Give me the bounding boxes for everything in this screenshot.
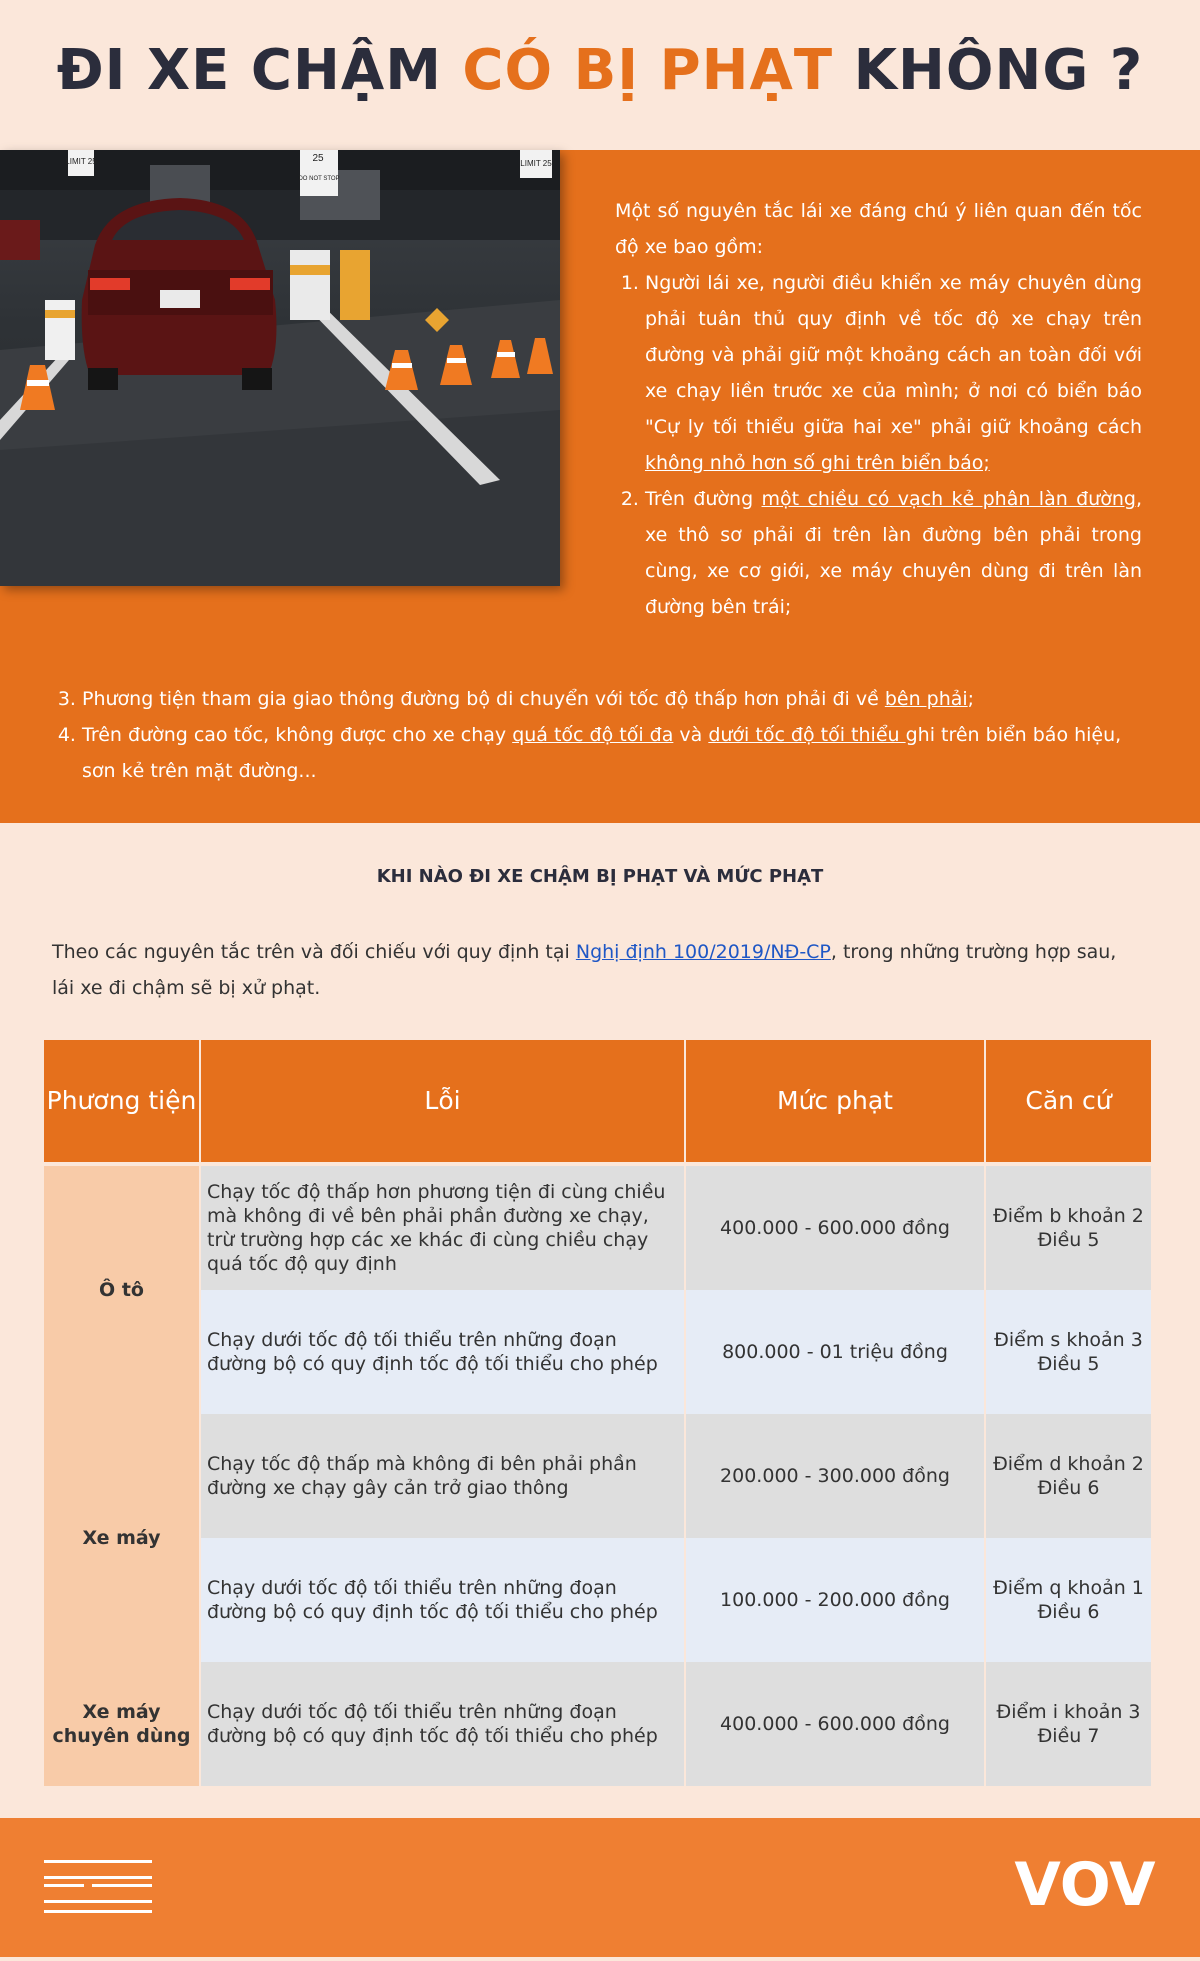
header-basis: Căn cứ [985,1040,1151,1164]
error-cell: Chạy tốc độ thấp hơn phương tiện đi cùng chiều mà không đi về bên phải phần đường xe chạy, trừ trường hợp các xe khác đi cùng chiều chạy quá tốc độ quy định [200,1164,685,1290]
vehicle-motorbike: Xe máy [44,1414,200,1662]
table-row [44,1414,1151,1538]
rule-item-3: 3. Phương tiện tham gia giao thông đường bộ di chuyển với tốc độ thấp hơn phải đi về bên phải; [82,681,1150,717]
decree-link[interactable]: Nghị định 100/2019/NĐ-CP [575,941,831,963]
header-fine: Mức phạt [685,1040,985,1164]
rule-item-2: 2. Trên đường một chiều có vạch kẻ phân làn đường, xe thô sơ phải đi trên làn đường bên phải trong cùng, xe cơ giới, xe máy chuyên dùng đi trên làn đường bên trái; [645,481,1142,625]
header-error: Lỗi [200,1040,685,1164]
error-cell: Chạy dưới tốc độ tối thiểu trên những đoạn đường bộ có quy định tốc độ tối thiểu cho phép [200,1662,685,1786]
table-row [44,1290,1151,1414]
table-row [44,1538,1151,1662]
fine-cell: 200.000 - 300.000 đồng [685,1414,985,1538]
menu-lines-icon [44,1860,152,1913]
basis-cell: Điểm q khoản 1 Điều 6 [985,1538,1151,1662]
speed-sign-text: LIMIT 25 [520,159,552,168]
section-lead: Theo các nguyên tắc trên và đối chiếu với quy định tại Nghị định 100/2019/NĐ-CP, trong những trường hợp sau, lái xe đi chậm sẽ bị xử phạt. [52,941,1117,999]
error-cell: Chạy tốc độ thấp mà không đi bên phải phần đường xe chạy gây cản trở giao thông [200,1414,685,1538]
footer [0,1818,1200,1957]
fine-cell: 800.000 - 01 triệu đồng [685,1290,985,1414]
fine-cell: 400.000 - 600.000 đồng [685,1662,985,1786]
car-illustration [82,198,277,390]
rule-list-continued [50,681,1150,789]
intro-text [615,193,1142,625]
fines-table [44,1040,1151,1786]
table-row [44,1662,1151,1786]
fine-cell: 400.000 - 600.000 đồng [685,1164,985,1290]
vehicle-car: Ô tô [44,1164,200,1414]
do-not-stop-sign-text: DO NOT STOP [298,176,340,182]
rule-item-4: 4. Trên đường cao tốc, không được cho xe chạy quá tốc độ tối đa và dưới tốc độ tối thiểu ghi trên biển báo hiệu, sơn kẻ trên mặt đường... [82,717,1150,789]
error-cell: Chạy dưới tốc độ tối thiểu trên những đoạn đường bộ có quy định tốc độ tối thiểu cho phép [200,1538,685,1662]
traffic-photo [0,150,560,586]
table-row [44,1164,1151,1290]
vov-logo [1014,1850,1156,1920]
basis-cell: Điểm b khoản 2 Điều 5 [985,1164,1151,1290]
basis-cell: Điểm d khoản 2 Điều 6 [985,1414,1151,1538]
vehicle-special: Xe máy chuyên dùng [44,1662,200,1786]
speed-sign-text: 25 [312,153,324,164]
intro-lead: Một số nguyên tắc lái xe đáng chú ý liên quan đến tốc độ xe bao gồm: [615,200,1142,258]
rule-item-1: 1. Người lái xe, người điều khiển xe máy chuyên dùng phải tuân thủ quy định về tốc độ xe chạy trên đường và phải giữ một khoảng cách an toàn đối với xe chạy liền trước xe của mình; ở nơi có biển báo "Cự ly tối thiểu giữa hai xe" phải giữ khoảng cách không nhỏ hơn số ghi trên biển báo; [645,265,1142,481]
header-vehicle: Phương tiện [44,1040,200,1164]
error-cell: Chạy dưới tốc độ tối thiểu trên những đoạn đường bộ có quy định tốc độ tối thiểu cho phép [200,1290,685,1414]
vov-logo-text: VOV [1014,1850,1156,1920]
section-heading: KHI NÀO ĐI XE CHẬM BỊ PHẠT VÀ MỨC PHẠT [376,866,824,887]
speed-sign-text: LIMIT 25 [65,157,97,166]
fine-cell: 100.000 - 200.000 đồng [685,1538,985,1662]
basis-cell: Điểm i khoản 3 Điều 7 [985,1662,1151,1786]
basis-cell: Điểm s khoản 3 Điều 5 [985,1290,1151,1414]
page-title: ĐI XE CHẬM CÓ BỊ PHẠT KHÔNG ? [56,38,1144,103]
